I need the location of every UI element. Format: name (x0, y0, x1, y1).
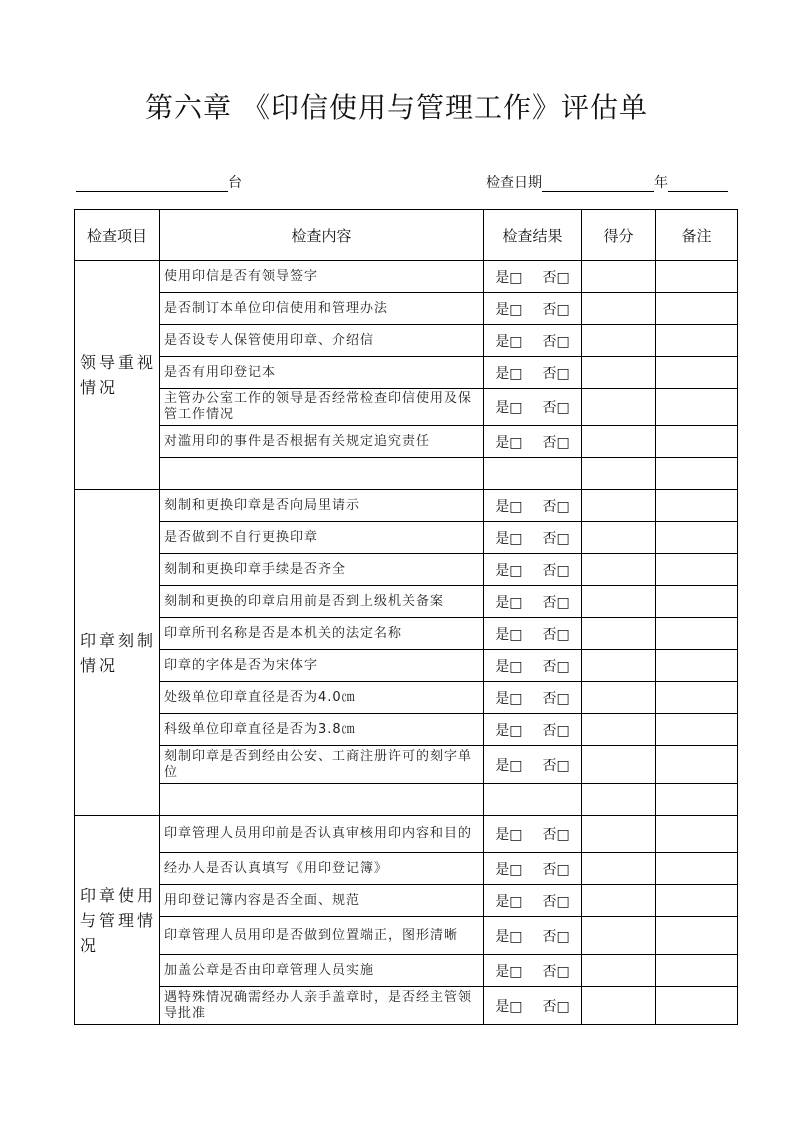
check-item: 刻制和更换印章手续是否齐全 (160, 554, 484, 586)
unit-field (76, 172, 242, 192)
score-cell[interactable] (582, 853, 656, 885)
table-row (75, 586, 738, 618)
remark-cell[interactable] (656, 885, 738, 917)
score-cell[interactable] (582, 816, 656, 853)
empty-item-cell (160, 784, 484, 816)
score-cell[interactable] (582, 325, 656, 357)
score-cell[interactable] (582, 987, 656, 1025)
score-cell[interactable] (582, 955, 656, 987)
yes-checkbox[interactable]: 是□ (495, 827, 523, 843)
no-checkbox[interactable]: 否□ (542, 722, 570, 739)
no-checkbox[interactable]: 否□ (542, 594, 570, 611)
remark-cell[interactable] (656, 357, 738, 389)
remark-cell[interactable] (656, 784, 738, 816)
table-row (75, 618, 738, 650)
check-item: 是否设专人保管使用印章、介绍信 (160, 325, 484, 357)
remark-cell[interactable] (656, 955, 738, 987)
remark-cell[interactable] (656, 293, 738, 325)
remark-cell[interactable] (656, 586, 738, 618)
check-result (484, 650, 582, 682)
table-row (75, 955, 738, 987)
table-row (75, 426, 738, 458)
table-row (75, 917, 738, 955)
remark-cell[interactable] (656, 816, 738, 853)
check-item: 加盖公章是否由印章管理人员实施 (160, 955, 484, 987)
section-category: 印章刻制情况 (75, 490, 160, 816)
remark-cell[interactable] (656, 682, 738, 714)
col-header-score: 得分 (582, 210, 656, 261)
remark-cell[interactable] (656, 917, 738, 955)
empty-item-cell (160, 458, 484, 490)
col-header-result: 检查结果 (484, 210, 582, 261)
table-row (75, 816, 738, 853)
check-item: 刻制印章是否到经由公安、工商注册许可的刻字单位 (160, 746, 484, 784)
table-row (75, 389, 738, 426)
check-item: 用印登记簿内容是否全面、规范 (160, 885, 484, 917)
score-cell[interactable] (582, 746, 656, 784)
check-item: 是否制订本单位印信使用和管理办法 (160, 293, 484, 325)
table-row (75, 357, 738, 389)
yes-checkbox[interactable]: 是□ (495, 498, 523, 515)
table-body (75, 261, 738, 1025)
col-header-remark: 备注 (656, 210, 738, 261)
check-item: 印章管理人员用印前是否认真审核用印内容和目的 (160, 816, 484, 853)
remark-cell[interactable] (656, 987, 738, 1025)
remark-cell[interactable] (656, 389, 738, 426)
yes-checkbox[interactable]: 是□ (495, 861, 523, 878)
check-result (484, 987, 582, 1025)
remark-cell[interactable] (656, 522, 738, 554)
table-row (75, 325, 738, 357)
table-row (75, 784, 738, 816)
table-row (75, 885, 738, 917)
check-result (484, 490, 582, 522)
date-field (486, 172, 728, 192)
table-header-row (75, 210, 738, 261)
remark-cell[interactable] (656, 618, 738, 650)
yes-checkbox[interactable]: 是□ (495, 658, 523, 675)
yes-checkbox[interactable]: 是□ (495, 301, 523, 318)
score-cell[interactable] (582, 586, 656, 618)
no-checkbox[interactable]: 否□ (542, 827, 570, 843)
table-row (75, 261, 738, 293)
table-row (75, 293, 738, 325)
no-checkbox[interactable]: 否□ (542, 269, 570, 286)
no-checkbox[interactable]: 否□ (542, 301, 570, 318)
no-checkbox[interactable]: 否□ (542, 861, 570, 878)
no-checkbox[interactable]: 否□ (542, 626, 570, 643)
table-row (75, 853, 738, 885)
score-cell[interactable] (582, 357, 656, 389)
no-checkbox[interactable]: 否□ (542, 757, 570, 774)
section-category: 领导重视情况 (75, 261, 160, 490)
score-cell[interactable] (582, 293, 656, 325)
remark-cell[interactable] (656, 261, 738, 293)
no-checkbox[interactable]: 否□ (542, 963, 570, 980)
date-blank-line (542, 175, 654, 192)
yes-checkbox[interactable]: 是□ (495, 928, 523, 945)
no-checkbox[interactable]: 否□ (542, 333, 570, 350)
page-title: 第六章 《印信使用与管理工作》评估单 (145, 91, 648, 124)
no-checkbox[interactable]: 否□ (542, 434, 570, 451)
no-checkbox[interactable]: 否□ (542, 928, 570, 945)
yes-checkbox[interactable]: 是□ (495, 333, 523, 350)
check-item: 对滥用印的事件是否根据有关规定追究责任 (160, 426, 484, 458)
score-cell[interactable] (582, 261, 656, 293)
remark-cell[interactable] (656, 746, 738, 784)
yes-checkbox[interactable]: 是□ (495, 893, 523, 910)
remark-cell[interactable] (656, 490, 738, 522)
check-result (484, 325, 582, 357)
check-result (484, 816, 582, 853)
check-item: 是否有用印登记本 (160, 357, 484, 389)
table-row (75, 522, 738, 554)
score-cell[interactable] (582, 490, 656, 522)
check-item: 是否做到不自行更换印章 (160, 522, 484, 554)
check-result (484, 746, 582, 784)
table-row (75, 490, 738, 522)
no-checkbox[interactable]: 否□ (542, 400, 570, 416)
check-item: 刻制和更换的印章启用前是否到上级机关备案 (160, 586, 484, 618)
check-item: 遇特殊情况确需经办人亲手盖章时，是否经主管领导批准 (160, 987, 484, 1025)
check-result (484, 682, 582, 714)
table-row (75, 987, 738, 1025)
yes-checkbox[interactable]: 是□ (495, 722, 523, 739)
no-checkbox[interactable]: 否□ (542, 562, 570, 579)
score-cell[interactable] (582, 714, 656, 746)
score-cell[interactable] (582, 650, 656, 682)
table-row (75, 554, 738, 586)
empty-result-cell (484, 458, 582, 490)
score-cell[interactable] (582, 554, 656, 586)
check-result (484, 293, 582, 325)
check-result (484, 955, 582, 987)
yes-checkbox[interactable]: 是□ (495, 963, 523, 980)
empty-result-cell (484, 784, 582, 816)
yes-checkbox[interactable]: 是□ (495, 400, 523, 416)
check-result (484, 522, 582, 554)
score-cell[interactable] (582, 784, 656, 816)
yes-checkbox[interactable]: 是□ (495, 530, 523, 547)
remark-cell[interactable] (656, 853, 738, 885)
evaluation-table (74, 209, 738, 1025)
check-item: 印章管理人员用印是否做到位置端正，图形清晰 (160, 917, 484, 955)
table-row (75, 650, 738, 682)
no-checkbox[interactable]: 否□ (542, 658, 570, 675)
remark-cell[interactable] (656, 650, 738, 682)
year-label: 年 (654, 175, 668, 191)
score-cell[interactable] (582, 522, 656, 554)
col-header-item: 检查项目 (75, 210, 160, 261)
yes-checkbox[interactable]: 是□ (495, 690, 523, 707)
yes-checkbox[interactable]: 是□ (495, 434, 523, 451)
check-result (484, 261, 582, 293)
table-row (75, 714, 738, 746)
check-result (484, 917, 582, 955)
check-item: 主管办公室工作的领导是否经常检查印信使用及保管工作情况 (160, 389, 484, 426)
check-result (484, 389, 582, 426)
table-row (75, 746, 738, 784)
score-cell[interactable] (582, 458, 656, 490)
no-checkbox[interactable]: 否□ (542, 498, 570, 515)
no-checkbox[interactable]: 否□ (542, 893, 570, 910)
check-item: 使用印信是否有领导签字 (160, 261, 484, 293)
remark-cell[interactable] (656, 458, 738, 490)
year-blank-line (668, 175, 728, 192)
check-result (484, 426, 582, 458)
score-cell[interactable] (582, 885, 656, 917)
check-result (484, 586, 582, 618)
yes-checkbox[interactable]: 是□ (495, 269, 523, 286)
check-result (484, 357, 582, 389)
no-checkbox[interactable]: 否□ (542, 690, 570, 707)
remark-cell[interactable] (656, 714, 738, 746)
score-cell[interactable] (582, 389, 656, 426)
yes-checkbox[interactable]: 是□ (495, 562, 523, 579)
yes-checkbox[interactable]: 是□ (495, 626, 523, 643)
check-result (484, 714, 582, 746)
score-cell[interactable] (582, 426, 656, 458)
check-item: 处级单位印章直径是否为4.0㎝ (160, 682, 484, 714)
check-result (484, 853, 582, 885)
table-row (75, 682, 738, 714)
col-header-content: 检查内容 (160, 210, 484, 261)
unit-suffix: 台 (228, 175, 242, 191)
yes-checkbox[interactable]: 是□ (495, 998, 523, 1015)
yes-checkbox[interactable]: 是□ (495, 757, 523, 774)
no-checkbox[interactable]: 否□ (542, 365, 570, 382)
check-item: 经办人是否认真填写《用印登记簿》 (160, 853, 484, 885)
check-result (484, 885, 582, 917)
score-cell[interactable] (582, 618, 656, 650)
check-result (484, 618, 582, 650)
unit-blank-line (76, 175, 228, 192)
no-checkbox[interactable]: 否□ (542, 530, 570, 547)
no-checkbox[interactable]: 否□ (542, 998, 570, 1015)
yes-checkbox[interactable]: 是□ (495, 594, 523, 611)
remark-cell[interactable] (656, 554, 738, 586)
remark-cell[interactable] (656, 426, 738, 458)
section-category: 印章使用与管理情况 (75, 816, 160, 1025)
remark-cell[interactable] (656, 325, 738, 357)
check-result (484, 554, 582, 586)
yes-checkbox[interactable]: 是□ (495, 365, 523, 382)
check-item: 科级单位印章直径是否为3.8㎝ (160, 714, 484, 746)
check-item: 刻制和更换印章是否向局里请示 (160, 490, 484, 522)
check-item: 印章所刊名称是否是本机关的法定名称 (160, 618, 484, 650)
table-row (75, 458, 738, 490)
date-label: 检查日期 (486, 175, 542, 191)
check-item: 印章的字体是否为宋体字 (160, 650, 484, 682)
score-cell[interactable] (582, 917, 656, 955)
score-cell[interactable] (582, 682, 656, 714)
